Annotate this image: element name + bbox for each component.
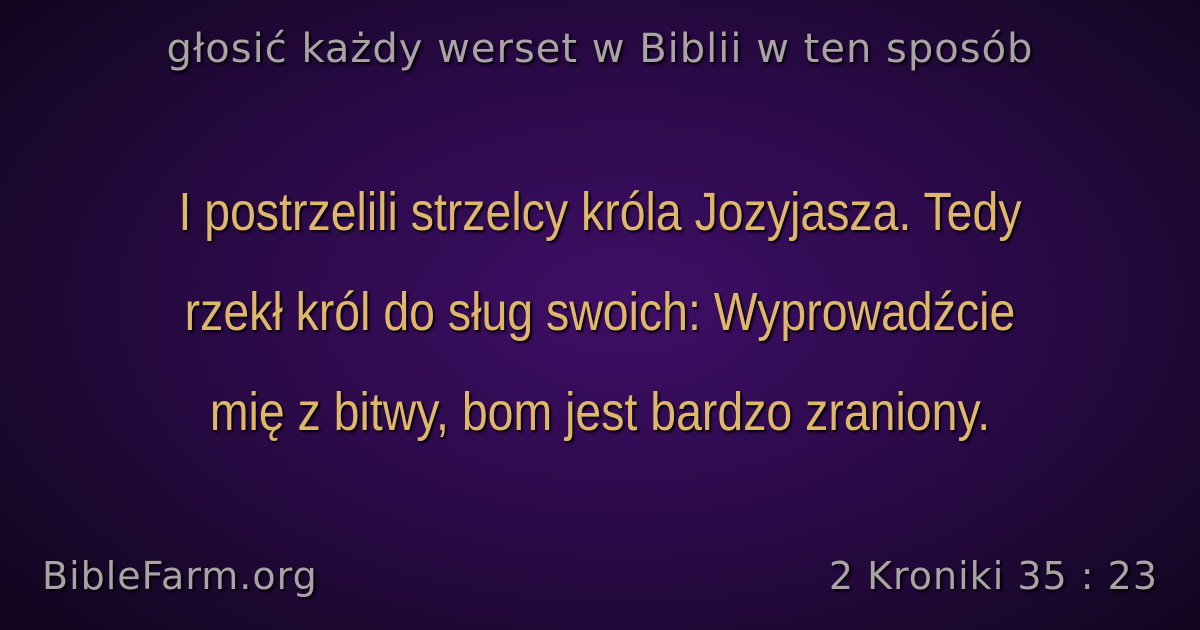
site-name: BibleFarm.org <box>42 554 318 598</box>
verse-line-1: I postrzelili strzelcy króla Jozyjasza. Tedy <box>178 182 1022 242</box>
verse-line-3: mię z bitwy, bom jest bardzo zraniony. <box>209 382 991 442</box>
verse-text <box>118 162 1081 462</box>
verse-reference: 2 Kroniki 35 : 23 <box>828 554 1158 598</box>
tagline: głosić każdy werset w Biblii w ten sposób <box>166 26 1034 72</box>
verse-line-2: rzekł król do sług swoich: Wyprowadźcie <box>184 282 1016 342</box>
